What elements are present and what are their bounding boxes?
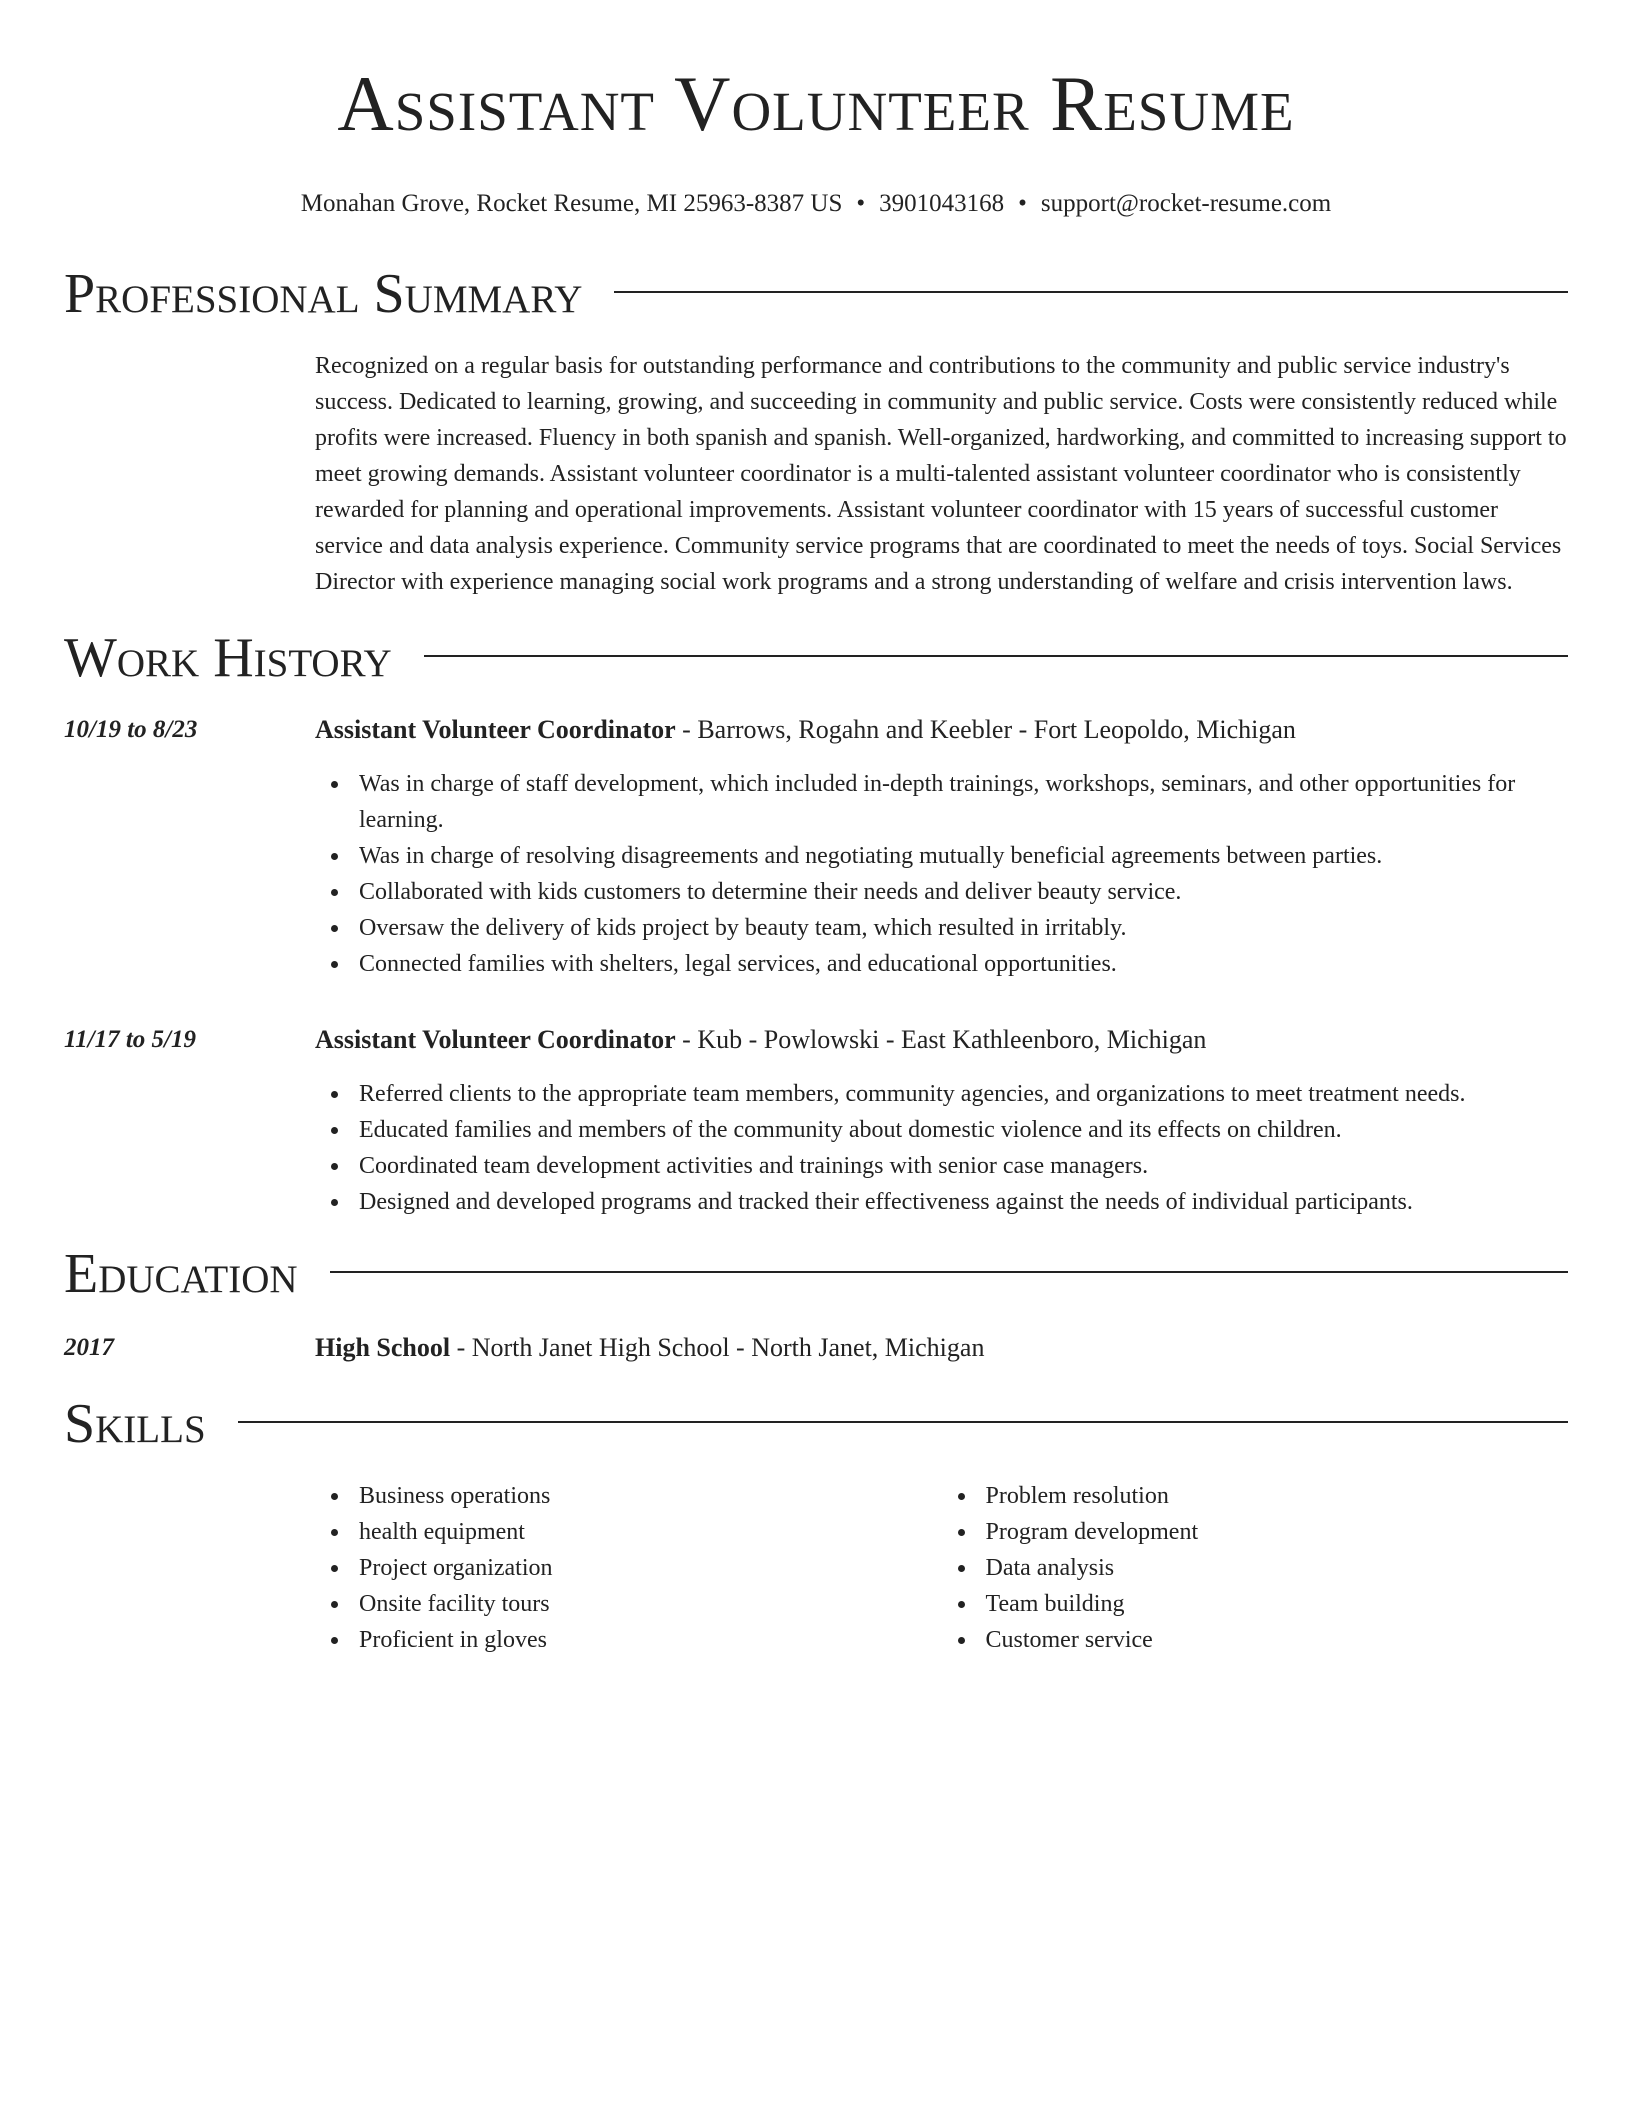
section-divider [424,655,1568,657]
job-dates: 10/19 to 8/23 [64,716,198,743]
skill-item: Project organization [315,1550,942,1586]
skill-item: Problem resolution [942,1478,1569,1514]
skill-item: Customer service [942,1622,1569,1658]
job-body [315,712,1568,982]
list-item: Designed and developed programs and tracked their effectiveness against the needs of individual participants. [315,1184,1568,1220]
job-entry [64,712,1568,982]
section-divider [614,291,1568,293]
skills-list [64,1478,1568,1658]
skill-item: Proficient in gloves [315,1622,942,1658]
work-section-header [64,626,1568,690]
job-title-line [315,712,1568,748]
skill-item: Data analysis [942,1550,1569,1586]
contact-email: support@rocket-resume.com [1040,190,1332,217]
resume-title: Assistant Volunteer Resume [337,60,1295,147]
education-degree: High School [315,1333,451,1362]
skill-item: Program development [942,1514,1569,1550]
job-body [315,1022,1568,1220]
education-heading: Education [64,1243,298,1305]
list-item: Connected families with shelters, legal services, and educational opportunities. [315,946,1568,982]
job-title-line [315,1022,1568,1058]
list-item: Oversaw the delivery of kids project by beauty team, which resulted in irritably. [315,910,1568,946]
contact-separator: • [1018,190,1027,217]
summary-section-header [64,262,1568,326]
contact-separator: • [856,190,866,217]
job-role: Assistant Volunteer Coordinator [315,715,676,744]
summary-text: Recognized on a regular basis for outstanding performance and contributions to the community and public service industry's success. Dedicated to learning, growing, and succeeding in community and public service. Costs were consistently reduced while profits were increased. Fluency in both spanish and spanish. Well-organized, hardworking, and committed to increasing support to meet growing demands. Assistant volunteer coordinator is a multi-talented assistant volunteer coordinator who is consistently rewarded for planning and operational improvements. Assistant volunteer coordinator with 15 years of successful customer service and data analysis experience. Community service programs that are coordinated to meet the needs of toys. Social Services Director with experience managing social work programs and a strong understanding of welfare and crisis intervention laws. [315,353,1567,595]
resume-page [64,0,1568,1658]
list-item: Educated families and members of the community about domestic violence and its effects on children. [315,1112,1568,1148]
list-item: Collaborated with kids customers to determine their needs and deliver beauty service. [315,874,1568,910]
contact-phone: 3901043168 [879,190,1005,217]
section-divider [238,1421,1568,1423]
job-employer: - Kub - Powlowski - East Kathleenboro, Michigan [675,1025,1207,1054]
skills-heading: Skills [64,1393,206,1455]
list-item: Was in charge of resolving disagreements and negotiating mutually beneficial agreements between parties. [315,838,1568,874]
summary-row [64,348,1568,600]
job-entry [64,1022,1568,1220]
section-divider [330,1271,1568,1273]
skill-item: Team building [942,1586,1569,1622]
education-body [315,1330,1568,1366]
summary-body [315,348,1568,600]
skills-section-header [64,1392,1568,1456]
job-bullets [315,1076,1568,1220]
job-bullets [315,766,1568,982]
education-school: - North Janet High School - North Janet, Michigan [450,1333,985,1362]
job-employer: - Barrows, Rogahn and Keebler - Fort Leopoldo, Michigan [675,715,1296,744]
contact-line [64,188,1568,220]
education-entry [64,1330,1568,1366]
job-dates: 11/17 to 5/19 [64,1026,196,1053]
list-item: Coordinated team development activities and trainings with senior case managers. [315,1148,1568,1184]
list-item: Was in charge of staff development, which included in-depth trainings, workshops, seminars, and other opportunities for learning. [315,766,1568,838]
skills-spacer [64,1478,315,1658]
skill-item: health equipment [315,1514,942,1550]
education-section-header [64,1242,1568,1306]
skills-column-right [942,1478,1569,1658]
work-heading: Work History [64,627,392,689]
list-item: Referred clients to the appropriate team members, community agencies, and organizations to meet treatment needs. [315,1076,1568,1112]
contact-address: Monahan Grove, Rocket Resume, MI 25963-8387 US [300,190,843,217]
skill-item: Onsite facility tours [315,1586,942,1622]
job-role: Assistant Volunteer Coordinator [315,1025,676,1054]
skill-item: Business operations [315,1478,942,1514]
education-year: 2017 [64,1334,114,1361]
skills-column-left [315,1478,942,1658]
summary-heading: Professional Summary [64,263,583,325]
